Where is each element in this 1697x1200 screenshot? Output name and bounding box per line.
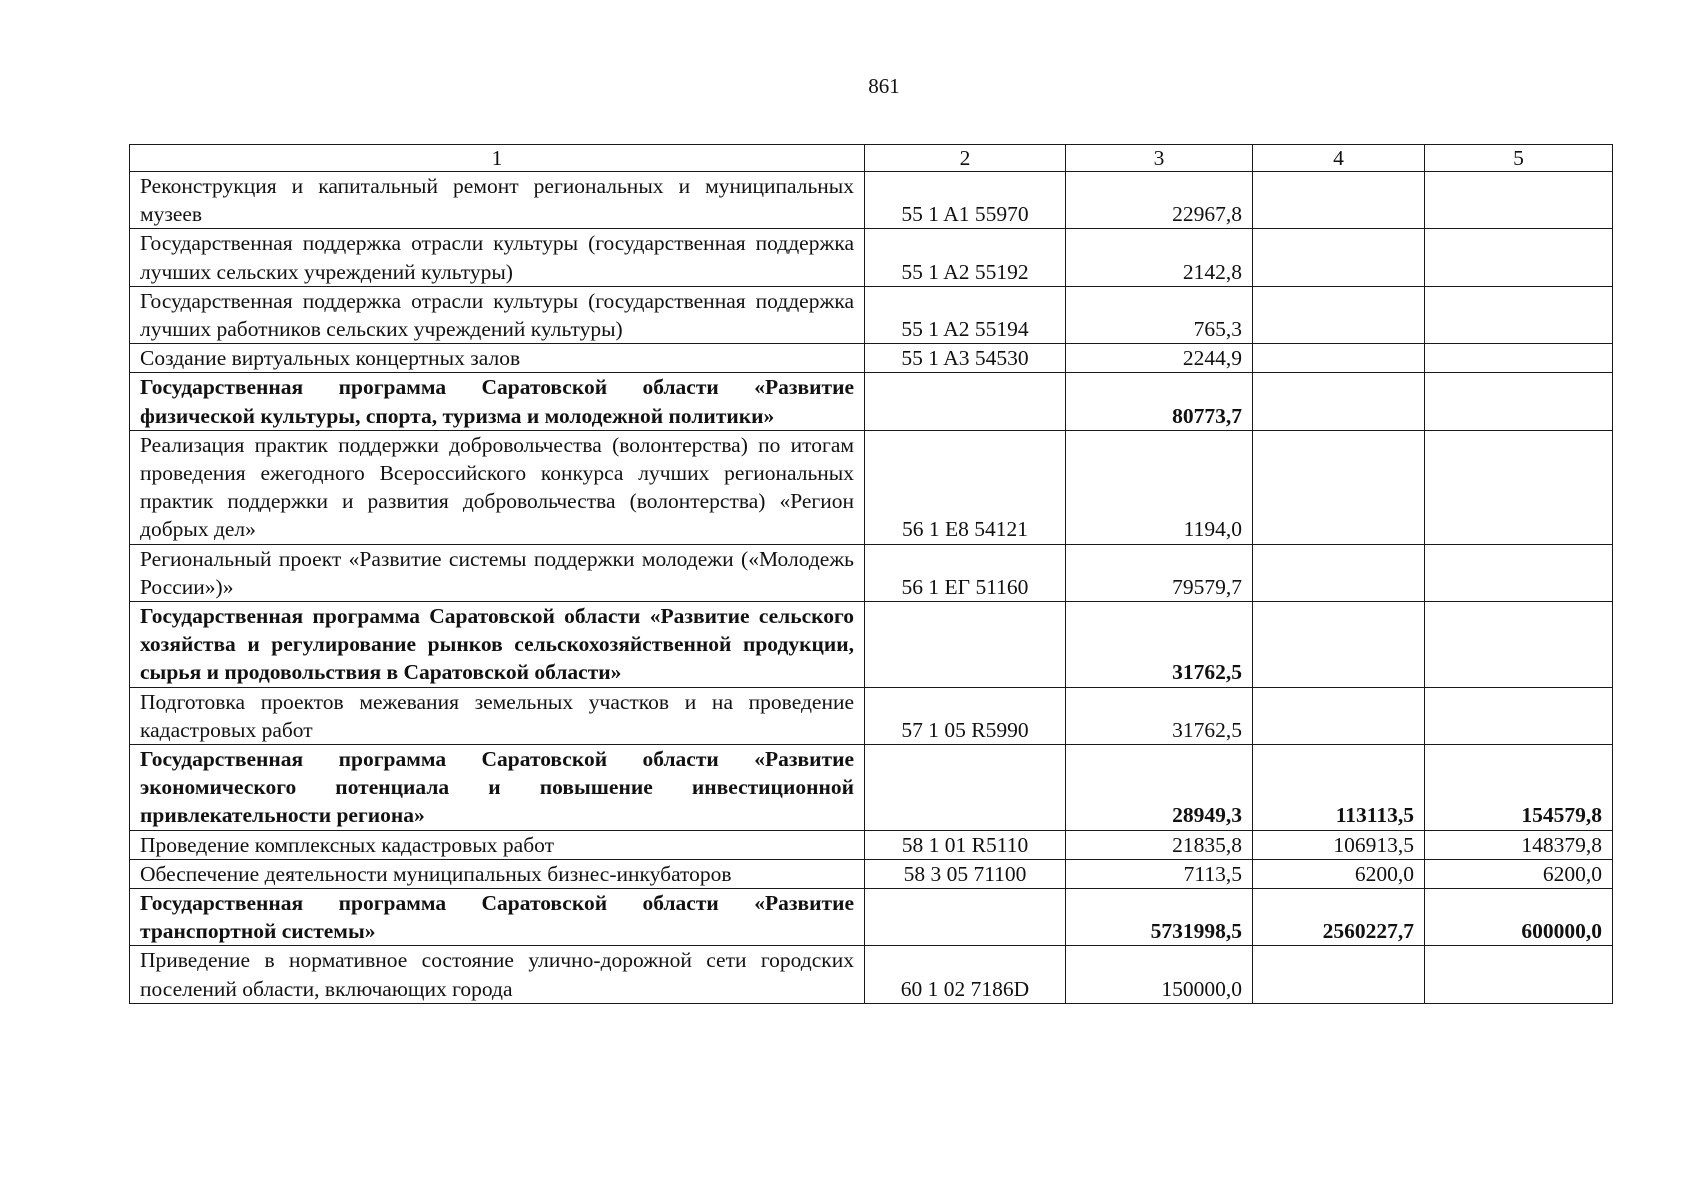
row-name-cell: Государственная поддержка отрасли культуры (государственная поддержка лучших работников сельских учреждений культуры) [130,286,865,343]
row-value-col4-cell [1253,373,1425,430]
row-code-cell: 56 1 ЕГ 51160 [865,544,1066,601]
row-name-cell: Государственная программа Саратовской области «Развитие сельского хозяйства и регулирование рынков сельскохозяйственной продукции, сырья и продовольствия в Саратовской области» [130,602,865,688]
table-row [130,745,1613,831]
row-value-col5-cell [1425,430,1613,544]
row-value-col5-cell [1425,172,1613,229]
row-value-col4-cell [1253,344,1425,373]
row-value-col5-cell: 600000,0 [1425,889,1613,946]
row-code-cell: 55 1 A3 54530 [865,344,1066,373]
row-value-col3-cell: 80773,7 [1066,373,1253,430]
row-value-col4-cell: 113113,5 [1253,745,1425,831]
row-name-cell: Приведение в нормативное состояние улично-дорожной сети городских поселений области, включающих города [130,946,865,1003]
row-name-cell: Реконструкция и капитальный ремонт региональных и муниципальных музеев [130,172,865,229]
row-value-col5-cell [1425,687,1613,744]
row-value-col3-cell: 7113,5 [1066,859,1253,888]
row-value-col4-cell [1253,544,1425,601]
table-row [130,229,1613,286]
table-row [130,286,1613,343]
row-value-col4-cell: 2560227,7 [1253,889,1425,946]
row-name-cell: Региональный проект «Развитие системы поддержки молодежи («Молодежь России»)» [130,544,865,601]
row-name-cell: Создание виртуальных концертных залов [130,344,865,373]
column-header: 5 [1425,145,1613,172]
table-row [130,830,1613,859]
row-name-cell: Государственная программа Саратовской области «Развитие транспортной системы» [130,889,865,946]
table-row [130,544,1613,601]
table-row [130,430,1613,544]
row-value-col4-cell [1253,687,1425,744]
row-value-col4-cell [1253,602,1425,688]
table-row [130,602,1613,688]
table-row [130,946,1613,1003]
row-name-cell: Подготовка проектов межевания земельных участков и на проведение кадастровых работ [130,687,865,744]
row-value-col5-cell [1425,946,1613,1003]
row-code-cell [865,373,1066,430]
row-value-col4-cell [1253,430,1425,544]
row-code-cell [865,745,1066,831]
row-value-col3-cell: 2142,8 [1066,229,1253,286]
row-code-cell: 56 1 E8 54121 [865,430,1066,544]
row-code-cell: 57 1 05 R5990 [865,687,1066,744]
budget-table [129,144,1613,1004]
row-value-col5-cell [1425,544,1613,601]
column-header: 3 [1066,145,1253,172]
row-value-col5-cell: 148379,8 [1425,830,1613,859]
row-value-col5-cell [1425,373,1613,430]
table-row [130,859,1613,888]
row-name-cell: Государственная программа Саратовской области «Развитие физической культуры, спорта, туризма и молодежной политики» [130,373,865,430]
row-name-cell: Реализация практик поддержки добровольчества (волонтерства) по итогам проведения ежегодного Всероссийского конкурса лучших региональных практик поддержки и развития добровольчества (волонтерства) «Регион добрых дел» [130,430,865,544]
page-number: 861 [868,74,900,98]
row-value-col3-cell: 31762,5 [1066,602,1253,688]
row-value-col4-cell: 6200,0 [1253,859,1425,888]
row-value-col3-cell: 22967,8 [1066,172,1253,229]
row-value-col5-cell [1425,286,1613,343]
row-value-col4-cell [1253,229,1425,286]
table-row [130,373,1613,430]
row-value-col4-cell [1253,286,1425,343]
table-header-row [130,145,1613,172]
table-row [130,172,1613,229]
row-name-cell: Проведение комплексных кадастровых работ [130,830,865,859]
row-value-col3-cell: 79579,7 [1066,544,1253,601]
row-code-cell [865,602,1066,688]
row-code-cell: 55 1 A2 55194 [865,286,1066,343]
row-value-col5-cell [1425,344,1613,373]
row-code-cell: 58 1 01 R5110 [865,830,1066,859]
row-value-col4-cell [1253,946,1425,1003]
row-code-cell: 60 1 02 7186D [865,946,1066,1003]
table-row [130,687,1613,744]
row-code-cell [865,889,1066,946]
row-value-col3-cell: 28949,3 [1066,745,1253,831]
row-name-cell: Государственная программа Саратовской области «Развитие экономического потенциала и повышение инвестиционной привлекательности региона» [130,745,865,831]
row-value-col3-cell: 1194,0 [1066,430,1253,544]
column-header: 4 [1253,145,1425,172]
column-header: 1 [130,145,865,172]
row-value-col3-cell: 150000,0 [1066,946,1253,1003]
row-value-col4-cell: 106913,5 [1253,830,1425,859]
column-header: 2 [865,145,1066,172]
row-value-col3-cell: 5731998,5 [1066,889,1253,946]
row-value-col3-cell: 765,3 [1066,286,1253,343]
row-code-cell: 55 1 A2 55192 [865,229,1066,286]
row-value-col3-cell: 21835,8 [1066,830,1253,859]
table-row [130,344,1613,373]
row-value-col3-cell: 2244,9 [1066,344,1253,373]
row-value-col4-cell [1253,172,1425,229]
row-value-col5-cell [1425,229,1613,286]
row-value-col3-cell: 31762,5 [1066,687,1253,744]
row-name-cell: Государственная поддержка отрасли культуры (государственная поддержка лучших сельских учреждений культуры) [130,229,865,286]
row-code-cell: 55 1 A1 55970 [865,172,1066,229]
row-value-col5-cell [1425,602,1613,688]
row-name-cell: Обеспечение деятельности муниципальных бизнес-инкубаторов [130,859,865,888]
row-value-col5-cell: 154579,8 [1425,745,1613,831]
row-code-cell: 58 3 05 71100 [865,859,1066,888]
row-value-col5-cell: 6200,0 [1425,859,1613,888]
table-row [130,889,1613,946]
